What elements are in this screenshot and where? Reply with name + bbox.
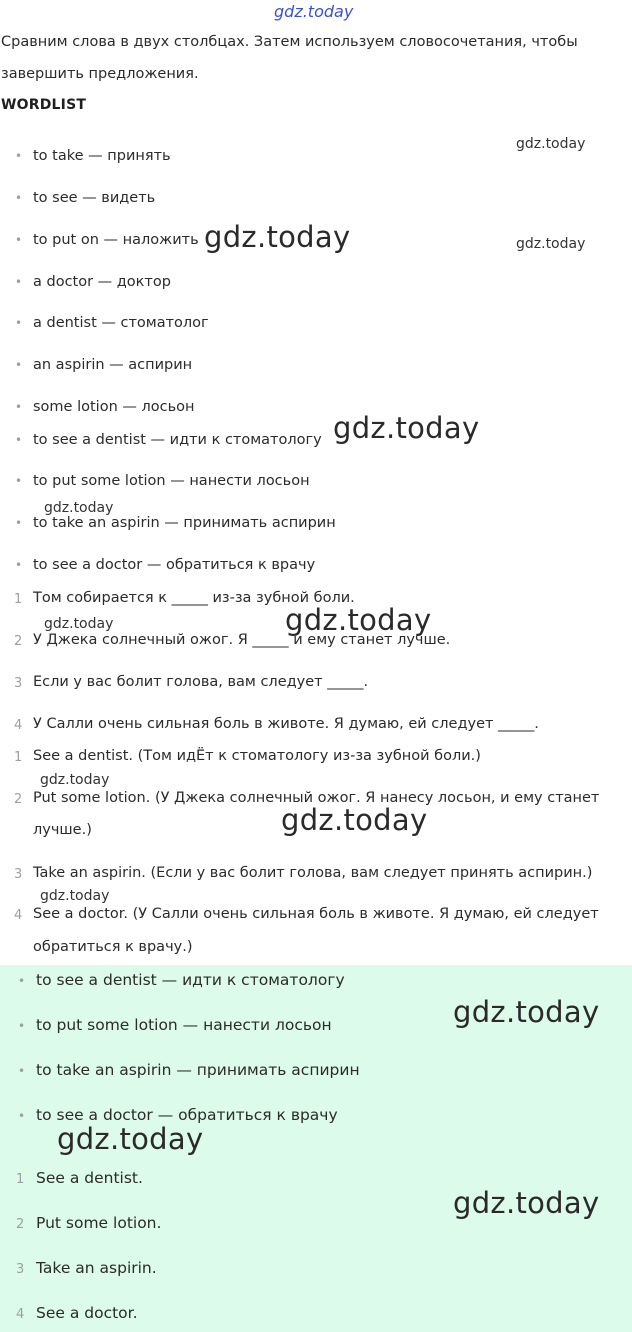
green-answer-text: Take an aspirin. (36, 1259, 157, 1277)
sentence-text: У Салли очень сильная боль в животе. Я думаю, ей следует _____. (33, 716, 539, 732)
bullet-dot-icon: • (18, 1109, 26, 1123)
bullet-dot-icon: • (15, 558, 23, 572)
green-list-item (18, 1108, 25, 1124)
list-item (15, 432, 22, 448)
watermark-small: gdz.today (40, 772, 110, 788)
sentence-text: Том собирается к _____ из-за зубной боли. (33, 590, 355, 606)
watermark-small: gdz.today (44, 616, 114, 632)
green-list-item (18, 1018, 25, 1034)
sentence-number: 1 (14, 592, 23, 607)
list-item-text: to put some lotion — нанести лосьон (33, 473, 310, 489)
bullet-dot-icon: • (15, 516, 23, 530)
watermark-large: gdz.today (204, 220, 351, 254)
sentence-text: У Джека солнечный ожог. Я _____ и ему станет лучше. (33, 632, 451, 648)
list-item (15, 274, 22, 290)
watermark-large: gdz.today (285, 603, 432, 637)
answer-text-continued: обратиться к врачу.) (33, 939, 193, 955)
green-answer-text: See a doctor. (36, 1304, 138, 1322)
watermark-large: gdz.today (333, 411, 480, 445)
watermark-large: gdz.today (57, 1122, 204, 1156)
answer-number: 3 (14, 867, 23, 882)
green-list-item-text: to put some lotion — нанести лосьон (36, 1016, 332, 1034)
watermark-top: gdz.today (274, 2, 354, 21)
answer-text: Put some lotion. (У Джека солнечный ожог. Я нанесу лосьон, и ему станет (33, 790, 600, 806)
bullet-dot-icon: • (15, 358, 23, 372)
green-list-item-text: to see a dentist — идти к стоматологу (36, 971, 345, 989)
green-list-item (18, 1063, 25, 1079)
list-item (15, 148, 22, 164)
bullet-dot-icon: • (15, 433, 23, 447)
answer-number: 4 (14, 908, 23, 923)
bullet-dot-icon: • (15, 275, 23, 289)
answer-text: See a doctor. (У Салли очень сильная боль в животе. Я думаю, ей следует (33, 906, 599, 922)
watermark-small: gdz.today (516, 236, 586, 252)
list-item-text: to see — видеть (33, 190, 156, 206)
list-item (15, 232, 22, 248)
sentence-number: 3 (14, 676, 23, 691)
bullet-dot-icon: • (18, 974, 26, 988)
watermark-small: gdz.today (40, 888, 110, 904)
green-list-item-text: to take an aspirin — принимать аспирин (36, 1061, 360, 1079)
intro-line-1: Сравним слова в двух столбцах. Затем используем словосочетания, чтобы (1, 34, 578, 50)
bullet-dot-icon: • (15, 316, 23, 330)
list-item-text: to take — принять (33, 148, 171, 164)
list-item (15, 357, 22, 373)
list-item-text: some lotion — лосьон (33, 399, 195, 415)
bullet-dot-icon: • (15, 149, 23, 163)
list-item (15, 315, 22, 331)
sentence-number: 2 (14, 634, 23, 649)
green-answer-text: See a dentist. (36, 1169, 143, 1187)
answer-number: 1 (14, 750, 23, 765)
list-item (15, 473, 22, 489)
answer-text-continued: лучше.) (33, 822, 92, 838)
list-item-text: a doctor — доктор (33, 274, 171, 290)
list-item-text: an aspirin — аспирин (33, 357, 193, 373)
green-list-item-text: to see a doctor — обратиться к врачу (36, 1106, 338, 1124)
bullet-dot-icon: • (15, 233, 23, 247)
bullet-dot-icon: • (15, 191, 23, 205)
list-item-text: to see a doctor — обратиться к врачу (33, 557, 316, 573)
green-list-item (18, 973, 25, 989)
green-answer-text: Put some lotion. (36, 1214, 162, 1232)
green-answer-number: 2 (16, 1217, 25, 1232)
sentence-text: Если у вас болит голова, вам следует _____. (33, 674, 369, 690)
bullet-dot-icon: • (15, 400, 23, 414)
watermark-large: gdz.today (281, 803, 428, 837)
list-item-text: to see a dentist — идти к стоматологу (33, 432, 322, 448)
bullet-dot-icon: • (15, 474, 23, 488)
answer-text: See a dentist. (Том идЁт к стоматологу из-за зубной боли.) (33, 748, 481, 764)
answer-text: Take an aspirin. (Если у вас болит голова, вам следует принять аспирин.) (33, 865, 593, 881)
bullet-dot-icon: • (18, 1019, 26, 1033)
list-item (15, 515, 22, 531)
list-item (15, 190, 22, 206)
watermark-large: gdz.today (453, 995, 600, 1029)
wordlist-heading: WORDLIST (1, 97, 87, 113)
intro-line-2: завершить предложения. (1, 66, 199, 82)
green-answer-number: 4 (16, 1307, 25, 1322)
list-item (15, 399, 22, 415)
bullet-dot-icon: • (18, 1064, 26, 1078)
green-answer-number: 3 (16, 1262, 25, 1277)
watermark-large: gdz.today (453, 1186, 600, 1220)
list-item-text: a dentist — стоматолог (33, 315, 209, 331)
list-item-text: to take an aspirin — принимать аспирин (33, 515, 336, 531)
watermark-small: gdz.today (516, 136, 586, 152)
list-item (15, 557, 22, 573)
sentence-number: 4 (14, 718, 23, 733)
answer-number: 2 (14, 792, 23, 807)
list-item-text: to put on — наложить (33, 232, 199, 248)
watermark-small: gdz.today (44, 500, 114, 516)
green-answer-number: 1 (16, 1172, 25, 1187)
